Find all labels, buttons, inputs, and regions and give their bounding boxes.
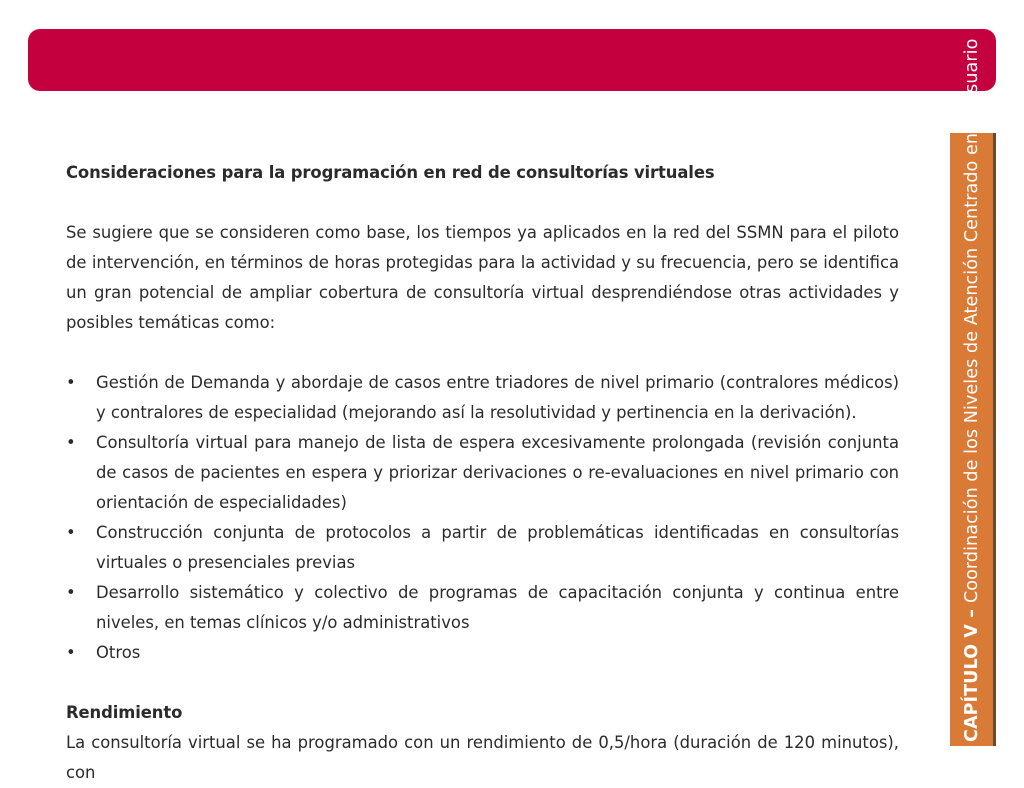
list-item: • Gestión de Demanda y abordaje de casos entre triadores de nivel primario (contralores médicos) y contralores de especialidad (mejorando así la resolutividad y pertinencia en la derivación).: [66, 368, 899, 428]
chapter-side-tab-text: [952, 38, 992, 742]
section-heading: Consideraciones para la programación en red de consultorías virtuales: [66, 163, 715, 182]
list-item: • Otros: [66, 638, 899, 668]
list-item: • Construcción conjunta de protocolos a partir de problemáticas identificadas en consultorías virtuales o presenciales previas: [66, 518, 899, 578]
chapter-label: CAPÍTULO V –: [962, 609, 982, 742]
document-content: [66, 158, 899, 782]
rendimiento-paragraph: La consultoría virtual se ha programado con un rendimiento de 0,5/hora (duración de 120 minutos), con: [66, 733, 899, 782]
rendimiento-heading: Rendimiento: [66, 703, 183, 722]
top-banner: [28, 29, 996, 91]
chapter-title: Coordinación de los Niveles de Atención Centrado en el Usuario: [962, 38, 982, 604]
list-item: • Desarrollo sistemático y colectivo de programas de capacitación conjunta y continua entre niveles, en temas clínicos y/o administrativos: [66, 578, 899, 638]
topics-list: [66, 368, 899, 668]
intro-paragraph: Se sugiere que se consideren como base, los tiempos ya aplicados en la red del SSMN para el piloto de intervención, en términos de horas protegidas para la actividad y su frecuencia, pero se identifica un gran potencial de ampliar cobertura de consultoría virtual desprendiéndose otras actividades y posibles temáticas como:: [66, 223, 899, 332]
chapter-side-tab: [950, 38, 996, 746]
list-item: • Consultoría virtual para manejo de lista de espera excesivamente prolongada (revisión conjunta de casos de pacientes en espera y priorizar derivaciones o re-evaluaciones en nivel primario con orientación de especialidades): [66, 428, 899, 518]
